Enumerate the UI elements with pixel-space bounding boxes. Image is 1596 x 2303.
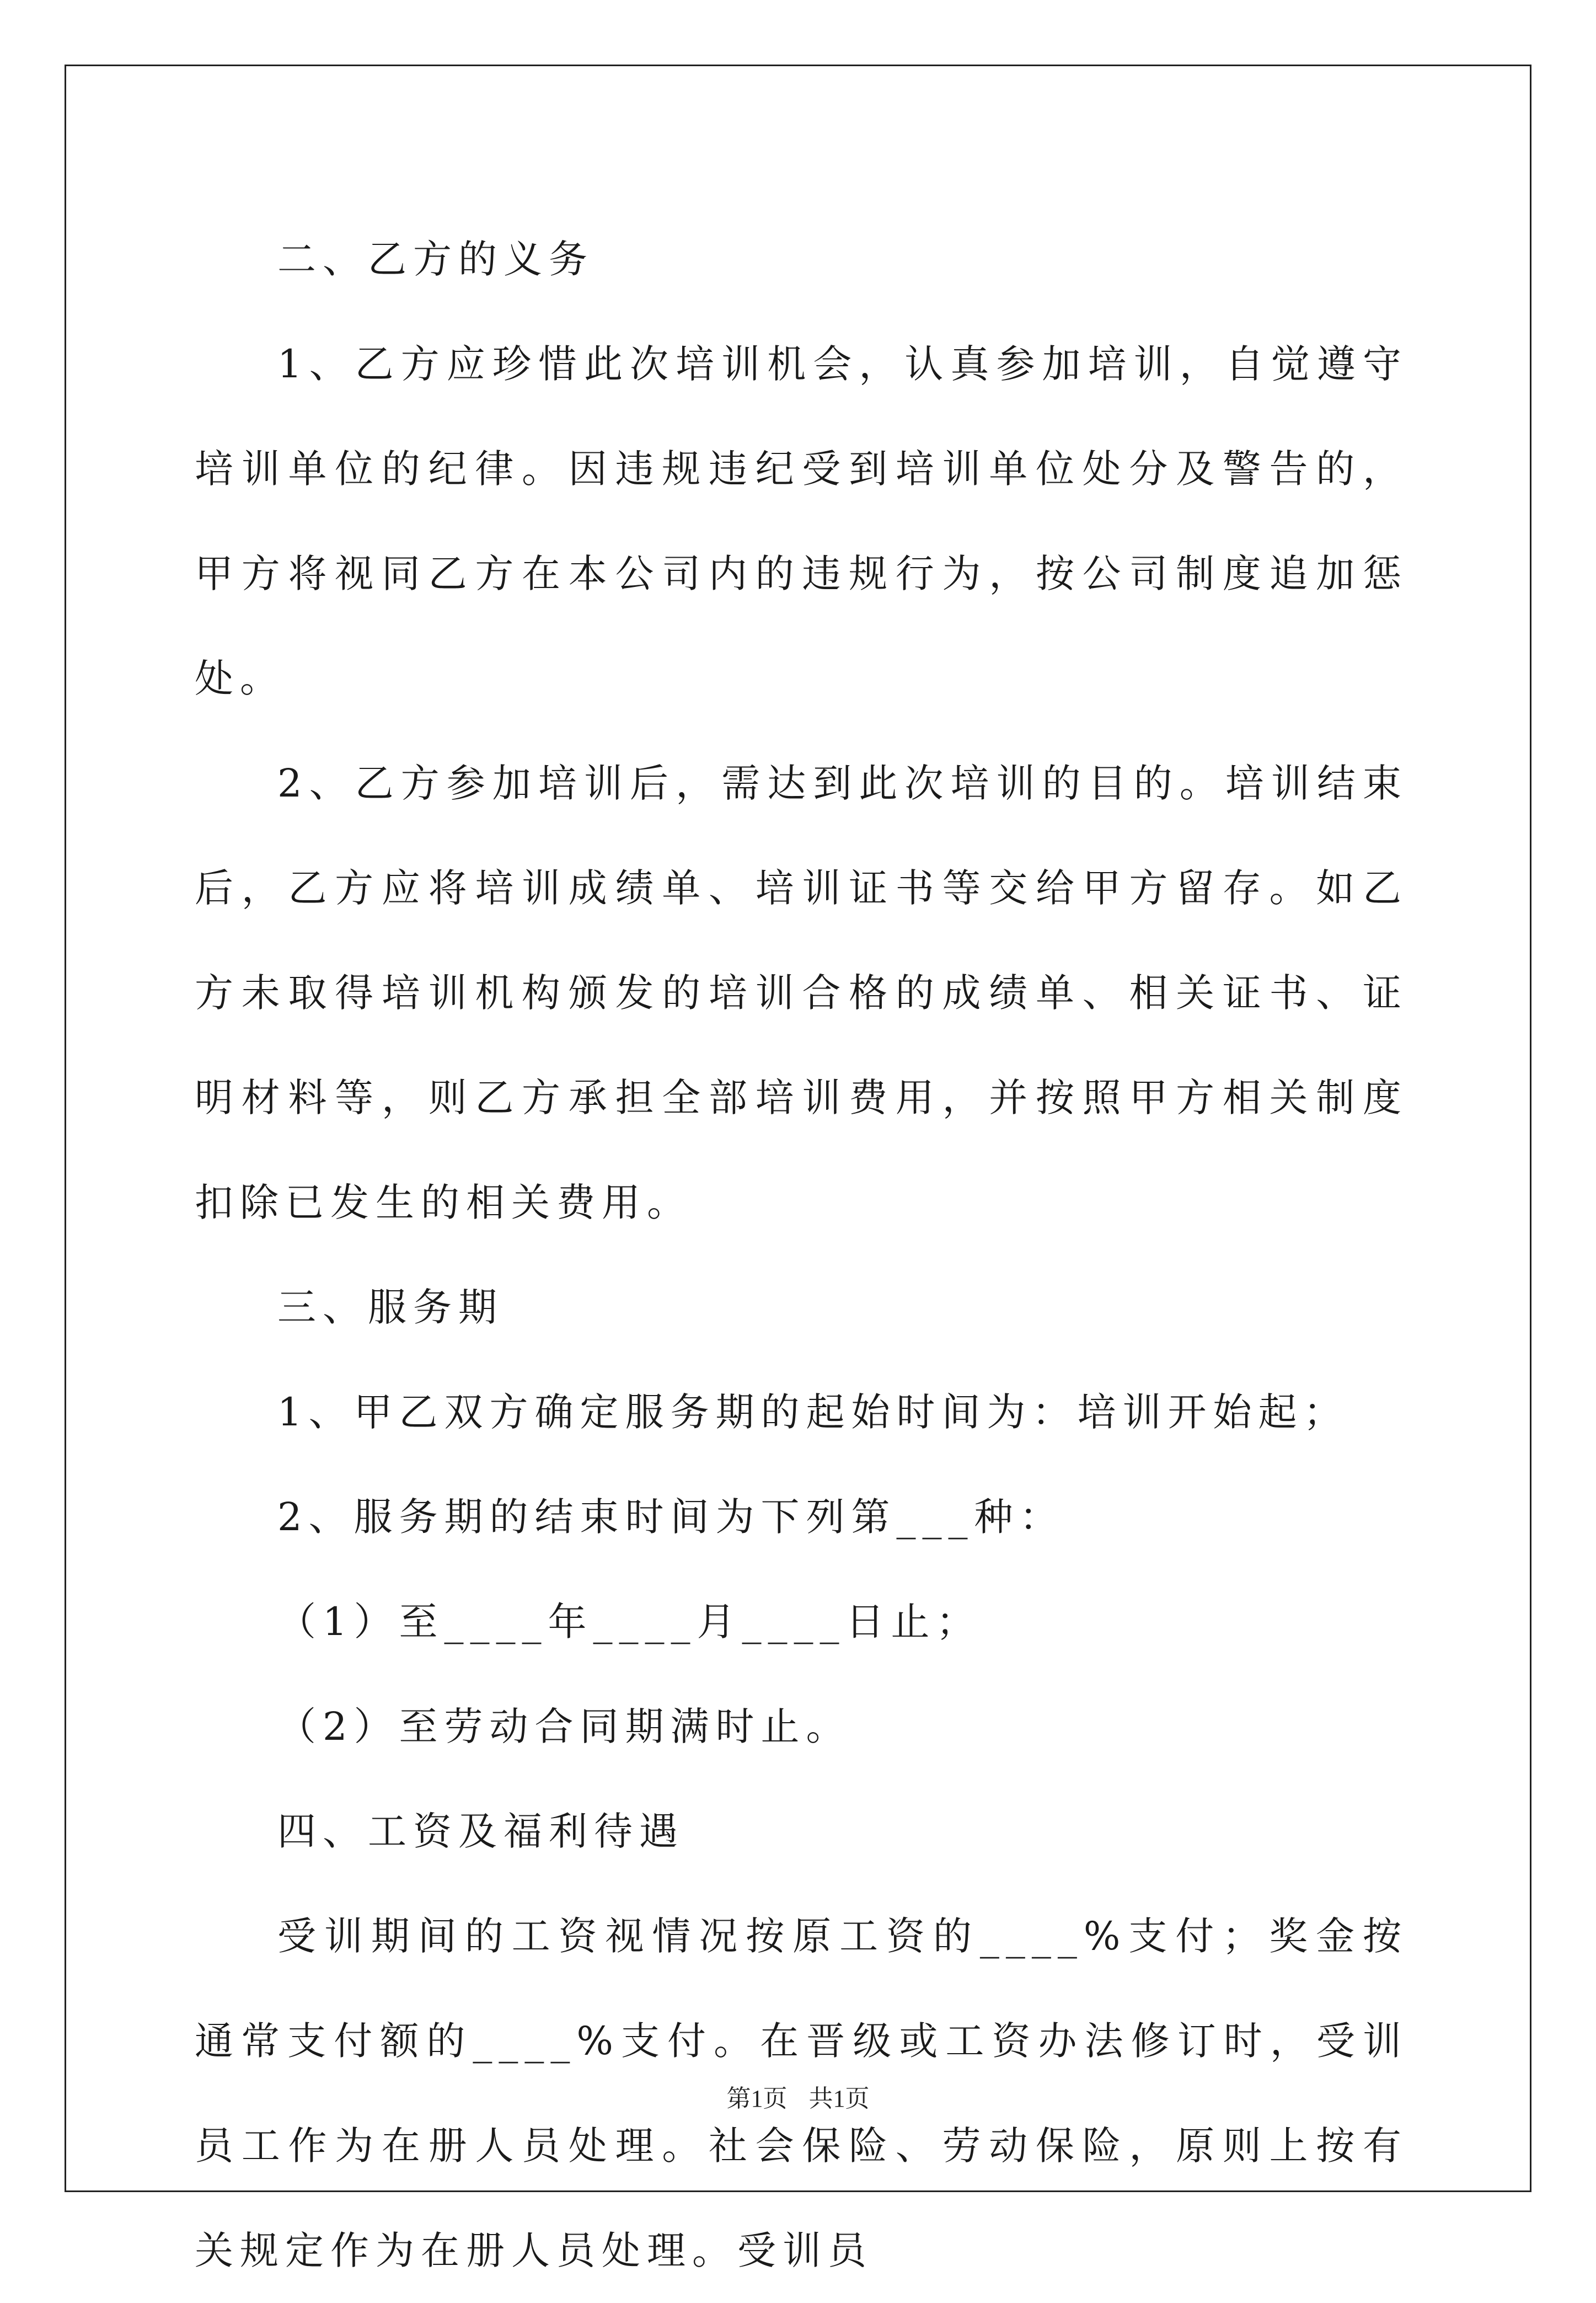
page-number: 第1页 [726,2085,788,2112]
paragraph-training-discipline: 1、乙方应珍惜此次培训机会，认真参加培训，自觉遵守培训单位的纪律。因违规违纪受到培训单位处分及警告的，甲方将视同乙方在本公司内的违规行为，按公司制度追加惩处。 [195,341,1408,701]
section-heading-service-period: 三、服务期 [277,1285,504,1330]
paragraph-option-2: （2）至劳动合同期满时止。 [277,1704,851,1749]
section-heading-obligations: 二、乙方的义务 [277,237,594,282]
page-footer [0,2082,1596,2115]
document-body [195,207,1408,2303]
paragraph-service-end: 2、服务期的结束时间为下列第___种： [277,1494,1065,1540]
paragraph-wages-benefits: 受训期间的工资视情况按原工资的____%支付；奖金按通常支付额的____%支付。在晋级或工资办法修订时，受训员工作为在册人员处理。社会保险、劳动保险，原则上按有关规定作为在册人员处理。受训员 [195,1914,1408,2273]
paragraph-service-start: 1、甲乙双方确定服务期的起始时间为：培训开始起； [277,1390,1349,1435]
page-total: 共1页 [808,2085,870,2112]
paragraph-option-1: （1）至____年____月____日止； [277,1599,982,1644]
section-heading-wages: 四、工资及福利待遇 [277,1809,684,1854]
paragraph-training-results: 2、乙方参加培训后，需达到此次培训的目的。培训结束后，乙方应将培训成绩单、培训证书等交给甲方留存。如乙方未取得培训机构颁发的培训合格的成绩单、相关证书、证明材料等，则乙方承担全部培训费用，并按照甲方相关制度扣除已发生的相关费用。 [195,761,1408,1225]
